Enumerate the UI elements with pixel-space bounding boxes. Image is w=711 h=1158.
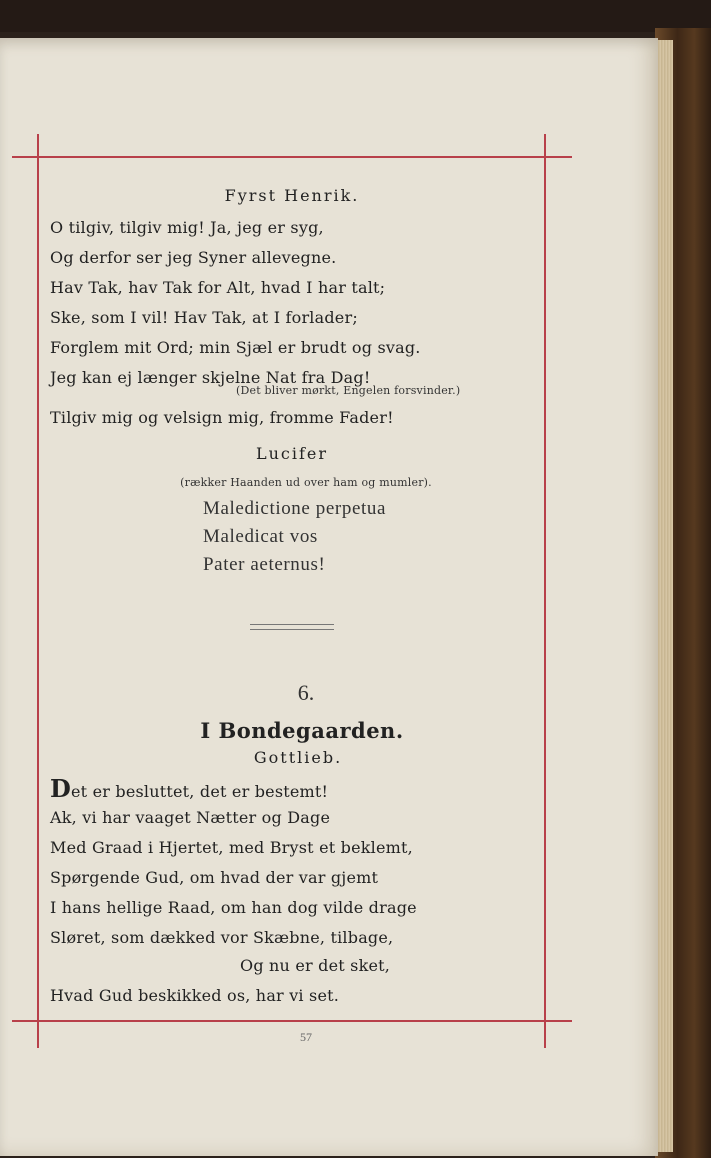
section-divider bbox=[250, 624, 334, 630]
speech-line: Ak, vi har vaaget Nætter og Dage bbox=[50, 808, 331, 827]
speech-line: O tilgiv, tilgiv mig! Ja, jeg er syg, bbox=[50, 218, 324, 237]
book-page bbox=[0, 38, 658, 1156]
speech-line: Og derfor ser jeg Syner allevegne. bbox=[50, 248, 337, 267]
frame-right-rule bbox=[544, 134, 546, 1048]
speaker-gottlieb: Gottlieb. bbox=[253, 748, 343, 767]
frame-top-rule bbox=[12, 156, 572, 158]
background-top bbox=[0, 0, 711, 32]
latin-line: Pater aeternus! bbox=[203, 554, 326, 575]
latin-line: Maledictione perpetua bbox=[203, 498, 386, 519]
speech-line: Med Graad i Hjertet, med Bryst et beklemt, bbox=[50, 838, 413, 857]
latin-line: Maledicat vos bbox=[203, 526, 318, 547]
speech-line: Spørgende Gud, om hvad der var gjemt bbox=[50, 868, 379, 887]
speech-line: Sløret, som dækked vor Skæbne, tilbage, bbox=[50, 928, 394, 947]
frame-bottom-rule bbox=[12, 1020, 572, 1022]
speech-line-text: et er besluttet, det er bestemt! bbox=[71, 782, 329, 801]
scene-number: 6. bbox=[297, 680, 315, 705]
scene-title: I Bondegaarden. bbox=[200, 718, 404, 743]
drop-cap: D bbox=[50, 774, 72, 803]
speaker-lucifer: Lucifer bbox=[255, 444, 329, 463]
stage-direction: (Det bliver mørkt, Engelen forsvinder.) bbox=[236, 384, 461, 397]
stage-direction: (rækker Haanden ud over ham og mumler). bbox=[180, 476, 432, 489]
speech-line-first bbox=[50, 774, 328, 803]
speech-line-indented: Og nu er det sket, bbox=[240, 956, 391, 975]
speech-line: Jeg kan ej længer skjelne Nat fra Dag! bbox=[50, 368, 371, 387]
speech-line: Hvad Gud beskikked os, har vi set. bbox=[50, 986, 340, 1005]
speech-line: Hav Tak, hav Tak for Alt, hvad I har talt; bbox=[50, 278, 386, 297]
speech-line: Ske, som I vil! Hav Tak, at I forlader; bbox=[50, 308, 358, 327]
page-number: 57 bbox=[300, 1030, 312, 1044]
speech-line: Tilgiv mig og velsign mig, fromme Fader! bbox=[50, 408, 394, 427]
frame-left-rule bbox=[37, 134, 39, 1048]
speech-line: Forglem mit Ord; min Sjæl er brudt og svag. bbox=[50, 338, 421, 357]
speech-line: I hans hellige Raad, om han dog vilde drage bbox=[50, 898, 417, 917]
speaker-fyrst-henrik: Fyrst Henrik. bbox=[224, 186, 360, 205]
